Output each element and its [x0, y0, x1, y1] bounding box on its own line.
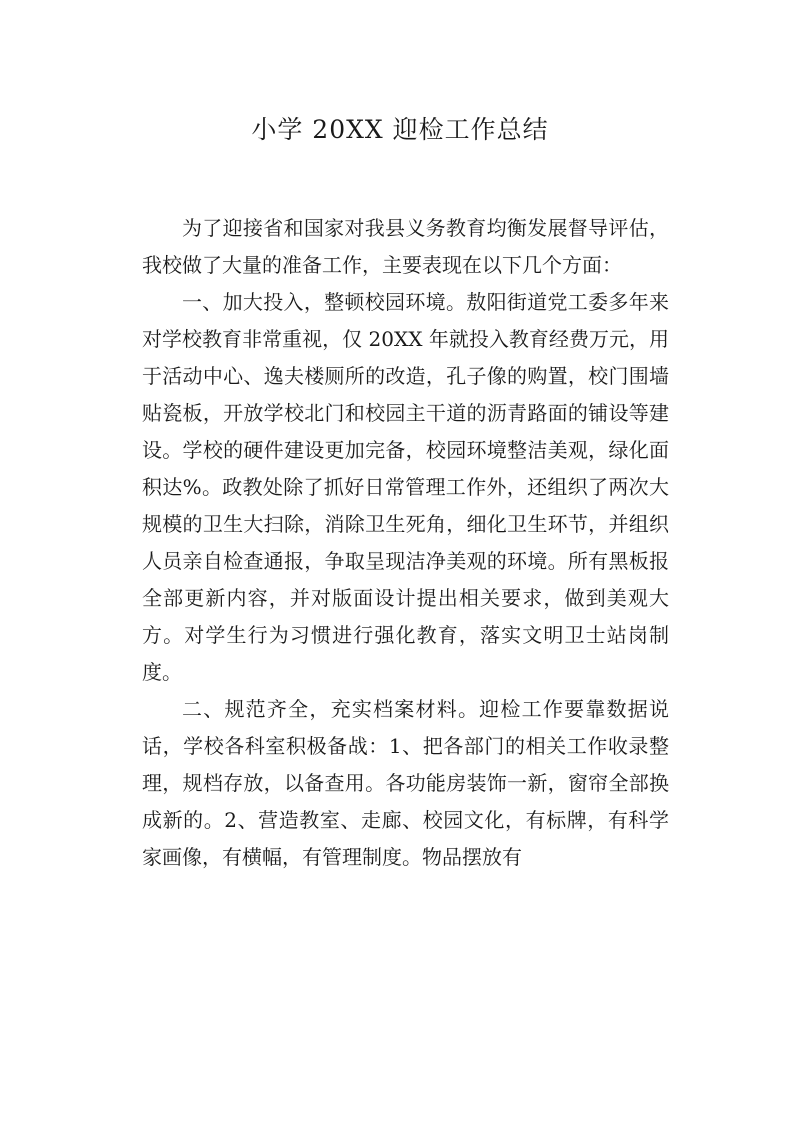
document-body — [142, 210, 669, 876]
paragraph-intro: 为了迎接省和国家对我县义务教育均衡发展督导评估，我校做了大量的准备工作，主要表现在以下几个方面： — [142, 216, 669, 277]
paragraph-section-two: 二、规范齐全，充实档案材料。迎检工作要靠数据说话，学校各科室积极备战：1、把各部门的相关工作收录整理，规档存放，以备查用。各功能房装饰一新，窗帘全部换成新的。2、营造教室、走廊、校园文化，有标牌，有科学家画像，有横幅，有管理制度。物品摆放有 — [142, 697, 669, 869]
paragraph-section-one: 一、加大投入，整顿校园环境。敖阳街道党工委多年来对学校教育非常重视，仅 20XX 年就投入教育经费万元，用于活动中心、逸夫楼厕所的改造，孔子像的购置，校门围墙贴瓷板，开放学校北门和校园主干道的沥青路面的铺设等建设。学校的硬件建设更加完备，校园环境整洁美观，绿化面积达%。政教处除了抓好日常管理工作外，还组织了两次大规模的卫生大扫除，消除卫生死角，细化卫生环节，并组织人员亲自检查通报，争取呈现洁净美观的环境。所有黑板报全部更新内容，并对版面设计提出相关要求，做到美观大方。对学生行为习惯进行强化教育，落实文明卫士站岗制度。 — [142, 290, 669, 684]
document-title: 小学 20XX 迎检工作总结 — [251, 115, 549, 144]
